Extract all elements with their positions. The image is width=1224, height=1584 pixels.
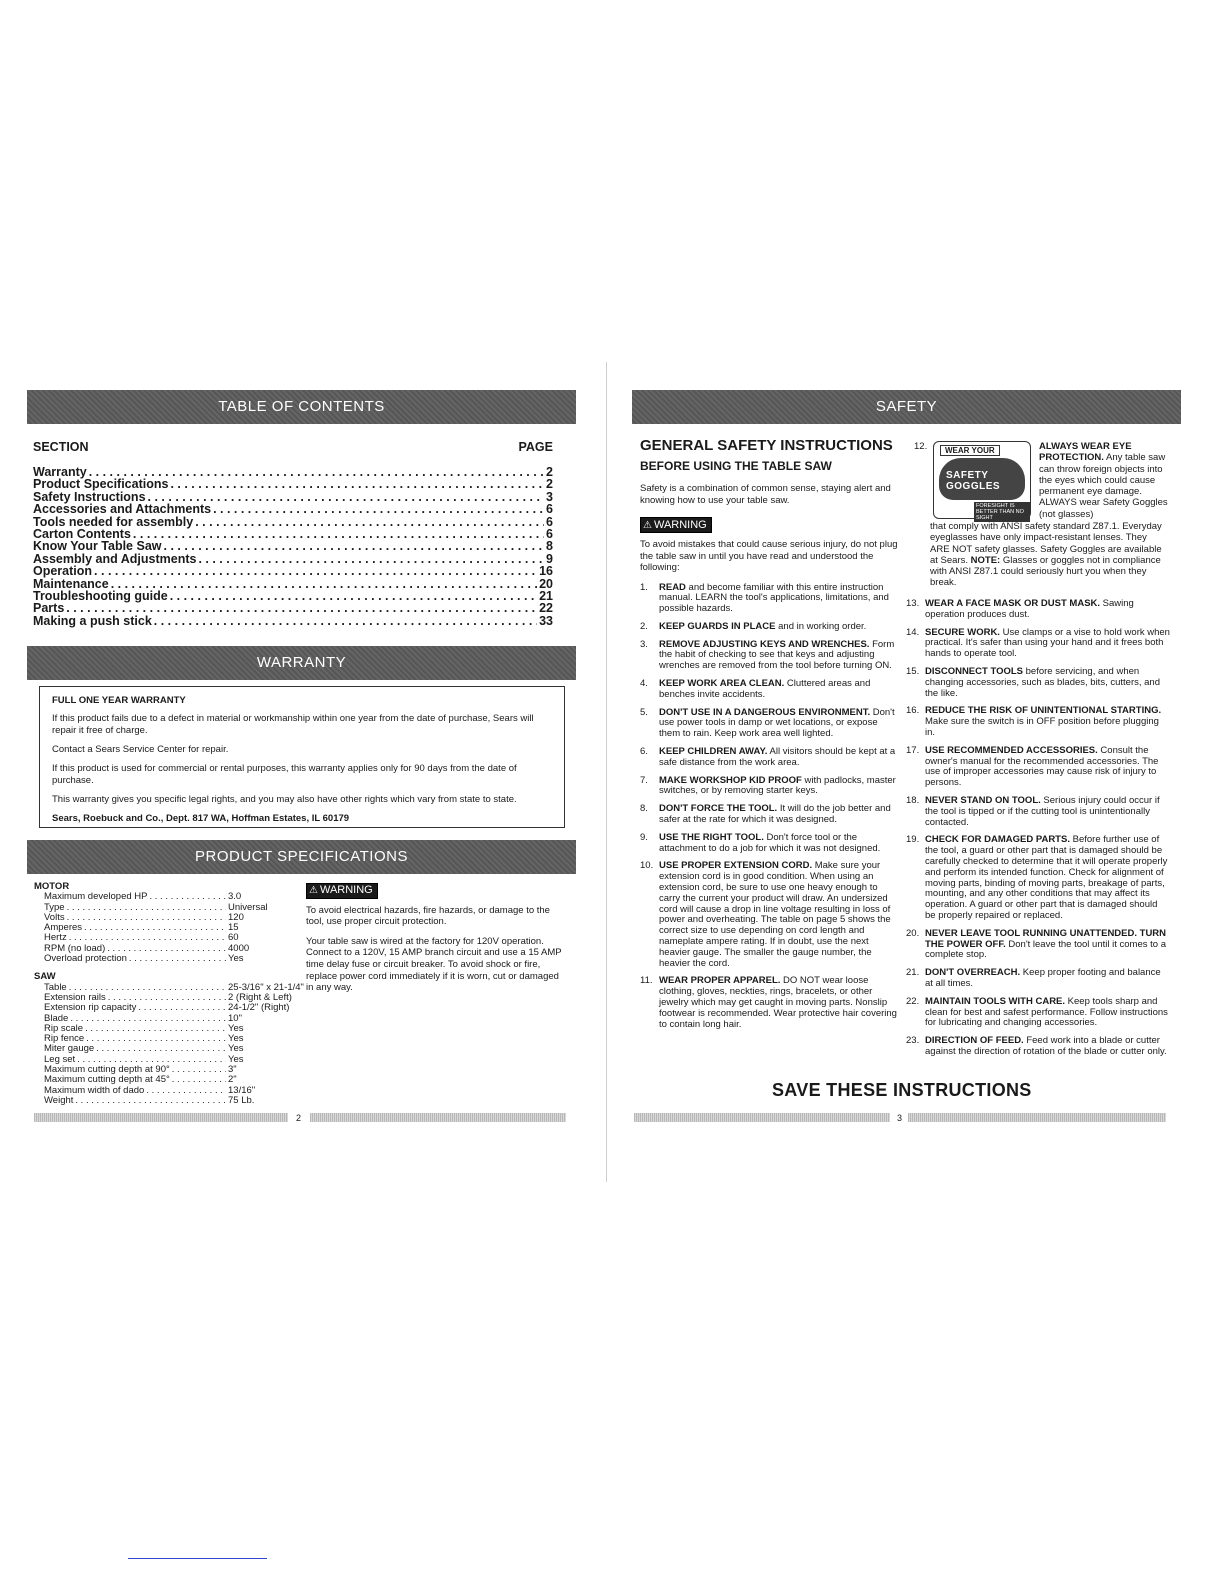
item-text bbox=[925, 706, 1170, 738]
safety-item bbox=[640, 747, 898, 769]
spec-row bbox=[34, 954, 304, 964]
spec-name: Maximum width of dado bbox=[44, 1084, 145, 1096]
safety-item bbox=[640, 804, 898, 826]
item-body: Sawing operation produces dust. bbox=[925, 598, 1134, 620]
toc-entry-label: Assembly and Adjustments bbox=[33, 551, 197, 566]
item-body: Don't leave the tool until it comes to a complete stop. bbox=[925, 938, 1166, 961]
item-text bbox=[659, 708, 898, 740]
toc-entry-label: Operation bbox=[33, 564, 93, 579]
item-body: Feed work into a blade or cutter against the direction of rotation of the blade or cutter only. bbox=[925, 1035, 1167, 1057]
toc-bar-title: TABLE OF CONTENTS bbox=[218, 398, 385, 415]
page-number-left: 2 bbox=[296, 1113, 302, 1123]
spec-leader-dots bbox=[86, 1034, 226, 1044]
safety-subheading: BEFORE USING THE TABLE SAW bbox=[640, 459, 832, 473]
footer-bar-right bbox=[908, 1113, 1166, 1122]
item-bold: NEVER LEAVE TOOL RUNNING UNATTENDED. TURN THE POWER OFF. bbox=[925, 927, 1167, 950]
item-text bbox=[925, 796, 1170, 828]
item-number: 1. bbox=[640, 581, 648, 593]
item-number: 19. bbox=[906, 834, 920, 846]
toc-leader-dots bbox=[111, 578, 537, 590]
safety-column-1 bbox=[640, 437, 898, 1037]
toc-leader-dots bbox=[170, 478, 544, 490]
toc-header-row bbox=[33, 440, 553, 454]
spec-value: 13/16" bbox=[228, 1084, 256, 1096]
spec-value: Yes bbox=[228, 1033, 244, 1045]
item-bold: USE PROPER EXTENSION CORD. bbox=[659, 860, 813, 872]
toc-leader-dots bbox=[195, 516, 544, 528]
item-number: 16. bbox=[906, 705, 920, 717]
spec-name: Type bbox=[44, 901, 65, 913]
toc-page-label: PAGE bbox=[518, 440, 553, 454]
safety-item bbox=[906, 599, 1170, 621]
safety-item bbox=[906, 835, 1170, 921]
item-body: Don't use power tools in damp or wet locations, or expose them to rain. Keep work area well lighted. bbox=[659, 706, 895, 740]
item-text bbox=[659, 776, 898, 798]
item-bold: WEAR PROPER APPAREL. bbox=[659, 975, 781, 987]
item-bold: USE THE RIGHT TOOL. bbox=[659, 831, 764, 843]
item-text bbox=[925, 968, 1170, 990]
safety-item bbox=[640, 583, 898, 615]
spec-leader-dots bbox=[75, 1096, 226, 1106]
safety-items-column-2 bbox=[906, 599, 1170, 1065]
item-text bbox=[659, 804, 898, 826]
toc-entry-label: Making a push stick bbox=[33, 613, 152, 628]
item-body: Serious injury could occur if the tool is tipped or if the cutting tool is unintentionally contacted. bbox=[925, 794, 1160, 828]
spec-value: 24-1/2" (Right) bbox=[228, 1002, 290, 1014]
item-bold: KEEP GUARDS IN PLACE bbox=[659, 620, 776, 632]
toc-entry-label: Troubleshooting guide bbox=[33, 589, 168, 604]
item-text bbox=[659, 747, 898, 769]
spec-warning bbox=[306, 883, 564, 1002]
toc-entry bbox=[33, 590, 553, 602]
item-text bbox=[659, 861, 898, 969]
spec-name: Maximum cutting depth at 90° bbox=[44, 1064, 170, 1076]
item-bold: SECURE WORK. bbox=[925, 626, 1000, 638]
item-body: with padlocks, master switches, or by removing starter keys. bbox=[659, 774, 896, 797]
item-text bbox=[925, 1036, 1170, 1058]
warning-badge bbox=[640, 517, 712, 533]
item-body: Before further use of the tool, a guard or other part that is damaged should be carefully checked to determine that it will operate properly and perform its intended function. Check for alignment of moving parts, binding of moving parts, breakage of parts, mounting, and any other conditions that may affect its operation. A guard or other part that is damaged should be properly repaired or replaced. bbox=[925, 834, 1168, 921]
spec-leader-dots bbox=[70, 1014, 226, 1024]
page-number-right: 3 bbox=[897, 1113, 903, 1123]
safety-items bbox=[640, 583, 898, 1031]
warranty-paragraph: This warranty gives you specific legal rights, and you may also have other rights which vary from state to state. bbox=[52, 794, 517, 805]
toc-entry-page: 20 bbox=[539, 576, 553, 591]
footer-bar-left bbox=[310, 1113, 566, 1122]
spec-leader-dots bbox=[67, 913, 226, 923]
spec-leader-dots bbox=[96, 1044, 226, 1054]
toc-entry bbox=[33, 478, 553, 490]
spec-row bbox=[34, 903, 304, 913]
saw-specs bbox=[34, 983, 304, 1107]
item-number: 21. bbox=[906, 967, 920, 979]
item-body: Make sure the switch is in OFF position before plugging in. bbox=[925, 716, 1159, 738]
toc-entry-label: Tools needed for assembly bbox=[33, 514, 194, 529]
toc-entry-page: 6 bbox=[546, 514, 553, 529]
bottom-link-line bbox=[128, 1558, 267, 1559]
table-of-contents bbox=[33, 440, 553, 627]
item-body: and in working order. bbox=[775, 620, 867, 632]
item-body: Use clamps or a vise to hold work when practical. It's safer than using your hand and it frees both hands to operate tool. bbox=[925, 626, 1170, 660]
toc-entry-page: 33 bbox=[539, 613, 553, 628]
spec-row bbox=[34, 1096, 304, 1106]
item-body: Don't force tool or the attachment to do a job for which it was not designed. bbox=[659, 831, 881, 854]
safety-item bbox=[906, 1036, 1170, 1058]
item-text bbox=[659, 833, 898, 855]
spec-leader-dots bbox=[146, 1086, 226, 1096]
spec-value: Yes bbox=[228, 1022, 244, 1034]
toc-entry bbox=[33, 602, 553, 614]
item-text bbox=[659, 583, 898, 615]
spec-warning-text: Your table saw is wired at the factory for 120V operation. Connect to a 120V, 15 AMP branch circuit and use a 15 AMP time delay fuse or circuit breaker. To avoid shock or fire, replace power cord immediately if it is worn, cut or damaged in any way. bbox=[306, 935, 562, 994]
toc-entry-page: 3 bbox=[546, 489, 553, 504]
toc-entry bbox=[33, 540, 553, 552]
toc-entry-label: Product Specifications bbox=[33, 477, 169, 492]
spec-name: Maximum developed HP bbox=[44, 891, 148, 903]
specs-header-bar bbox=[27, 840, 576, 874]
motor-category: MOTOR bbox=[34, 881, 70, 892]
warning-badge-label: WARNING bbox=[653, 519, 707, 531]
toc-entry-label: Know Your Table Saw bbox=[33, 539, 162, 554]
item-text bbox=[925, 997, 1170, 1029]
toc-leader-dots bbox=[94, 565, 537, 577]
toc-leader-dots bbox=[164, 540, 545, 552]
warning-triangle-icon: ⚠ bbox=[643, 520, 652, 531]
safety-item bbox=[640, 640, 898, 672]
safety-item bbox=[906, 746, 1170, 789]
item-bold: MAKE WORKSHOP KID PROOF bbox=[659, 774, 802, 786]
goggles-label: WEAR YOUR bbox=[940, 445, 1000, 456]
item-bold: KEEP WORK AREA CLEAN. bbox=[659, 678, 785, 690]
spec-name: RPM (no load) bbox=[44, 942, 106, 954]
spec-name: Rip scale bbox=[44, 1022, 84, 1034]
spec-value: 25-3/16" x 21-1/4" bbox=[228, 981, 304, 993]
toc-entry-page: 22 bbox=[539, 601, 553, 616]
toc-entry-page: 9 bbox=[546, 551, 553, 566]
item-body: Keep proper footing and balance at all times. bbox=[925, 967, 1161, 989]
item-number: 8. bbox=[640, 803, 648, 815]
item-number: 14. bbox=[906, 626, 920, 638]
item-body: DO NOT wear loose clothing, gloves, neckties, rings, bracelets, or other jewelry which may get caught in moving parts. Nonslip footwear is recommended. Wear protective hair covering to contain long hair. bbox=[659, 975, 897, 1030]
safety-item bbox=[640, 622, 898, 633]
item-number: 10. bbox=[640, 860, 654, 872]
safety-item bbox=[906, 929, 1170, 961]
item-bold: MAINTAIN TOOLS WITH CARE. bbox=[925, 995, 1066, 1007]
warning-triangle-icon: ⚠ bbox=[309, 885, 318, 896]
item-number: 11. bbox=[640, 975, 653, 987]
toc-entry-label: Warranty bbox=[33, 465, 87, 479]
safety-item bbox=[906, 706, 1170, 738]
item-12-text: Any table saw can throw foreign objects into the eyes which could cause permanent eye damage. ALWAYS wear Safety Goggles (not glasses) bbox=[1039, 452, 1168, 520]
safety-header-bar bbox=[632, 390, 1181, 424]
item-number: 15. bbox=[906, 665, 920, 677]
toc-entry-page: 16 bbox=[539, 564, 553, 579]
spec-value: Yes bbox=[228, 1053, 244, 1065]
item-number: 5. bbox=[640, 706, 648, 718]
spec-name: Miter gauge bbox=[44, 1043, 95, 1055]
spec-leader-dots bbox=[129, 954, 226, 964]
toc-entry bbox=[33, 553, 553, 565]
item-body: and become familiar with this entire instruction manual. LEARN the tool's applications, limitations, and possible hazards. bbox=[659, 581, 889, 615]
item-12-rest-text: that comply with ANSI safety standard Z87.1. Everyday eyeglasses have only impact-resistant lenses. They ARE NOT safety glasses. Safety Goggles are available at Sears. bbox=[930, 521, 1162, 566]
item-bold: USE RECOMMENDED ACCESSORIES. bbox=[925, 744, 1098, 756]
item-body: Consult the owner's manual for the recommended accessories. The use of improper accessories may cause risk of injury to persons. bbox=[925, 744, 1159, 789]
toc-leader-dots bbox=[213, 503, 544, 515]
item-bold: DON'T FORCE THE TOOL. bbox=[659, 803, 778, 815]
toc-entry-page: 6 bbox=[546, 527, 553, 542]
toc-entry bbox=[33, 615, 553, 627]
safety-item bbox=[640, 708, 898, 740]
safety-goggles-image bbox=[933, 441, 1031, 519]
toc-leader-dots bbox=[154, 615, 537, 627]
item-number: 23. bbox=[906, 1035, 920, 1047]
item-number: 6. bbox=[640, 746, 648, 758]
spec-leader-dots bbox=[150, 892, 227, 902]
warranty-header-bar bbox=[27, 646, 576, 680]
warranty-address: Sears, Roebuck and Co., Dept. 817 WA, Hoffman Estates, IL 60179 bbox=[52, 813, 350, 824]
warranty-paragraph: Contact a Sears Service Center for repair. bbox=[52, 744, 229, 755]
item-text bbox=[659, 679, 898, 701]
spec-value: 120 bbox=[228, 911, 244, 923]
item-text bbox=[659, 976, 898, 1030]
item-number: 22. bbox=[906, 995, 920, 1007]
safety-item bbox=[640, 679, 898, 701]
item-bold: KEEP CHILDREN AWAY. bbox=[659, 746, 768, 758]
item-text bbox=[925, 628, 1170, 660]
item-body: It will do the job better and safer at the rate for which it was designed. bbox=[659, 803, 891, 826]
item-text bbox=[925, 746, 1170, 789]
toc-entry-page: 8 bbox=[546, 539, 553, 554]
spec-name: Blade bbox=[44, 1012, 69, 1024]
warning-badge bbox=[306, 883, 378, 899]
spec-name: Overload protection bbox=[44, 953, 127, 965]
safety-item bbox=[640, 861, 898, 969]
spec-leader-dots bbox=[172, 1075, 226, 1085]
spec-leader-dots bbox=[67, 903, 226, 913]
toc-entry-page: 2 bbox=[546, 465, 553, 479]
footer-bar-right bbox=[634, 1113, 890, 1122]
goggles-caption: FORESIGHT IS BETTER THAN NO SIGHT bbox=[974, 502, 1030, 522]
spec-value: 3" bbox=[228, 1064, 237, 1076]
spec-value: Yes bbox=[228, 1043, 244, 1055]
item-number: 13. bbox=[906, 598, 920, 609]
safety-item bbox=[640, 776, 898, 798]
spec-value: Universal bbox=[228, 901, 268, 913]
item-number: 2. bbox=[640, 620, 648, 632]
spec-name: Rip fence bbox=[44, 1033, 85, 1045]
item-bold: WEAR A FACE MASK OR DUST MASK. bbox=[925, 598, 1101, 609]
item-12-head bbox=[1039, 441, 1169, 520]
spec-leader-dots bbox=[85, 1024, 226, 1034]
toc-section-label: SECTION bbox=[33, 440, 89, 454]
item-12-note: NOTE: bbox=[970, 554, 1001, 566]
toc-header-bar bbox=[27, 390, 576, 424]
item-bold: NEVER STAND ON TOOL. bbox=[925, 794, 1041, 806]
safety-heading: GENERAL SAFETY INSTRUCTIONS bbox=[640, 437, 893, 454]
spec-leader-dots bbox=[84, 923, 226, 933]
item-bold: DISCONNECT TOOLS bbox=[925, 665, 1023, 677]
spec-name: Extension rip capacity bbox=[44, 1002, 137, 1014]
spec-name: Amperes bbox=[44, 922, 83, 934]
item-body: Make sure your extension cord is in good condition. When using an extension cord, be sure to use one heavy enough to carry the current your product will draw. An undersized cord will cause a drop in line voltage resulting in loss of power and overheating. The table on page 5 shows the correct size to use depending on cord length and nameplate ampere rating. If in doubt, use the next heavier gauge. The smaller the gauge number, the heavier the cord. bbox=[659, 860, 891, 969]
spec-name: Hertz bbox=[44, 932, 67, 944]
motor-specs bbox=[34, 892, 304, 964]
safety-bar-title: SAFETY bbox=[875, 398, 938, 415]
item-12-bold: ALWAYS WEAR EYE PROTECTION. bbox=[1039, 441, 1132, 464]
toc-entry bbox=[33, 503, 553, 515]
item-number: 7. bbox=[640, 774, 648, 786]
spec-value: 3.0 bbox=[228, 891, 242, 903]
item-text bbox=[659, 640, 898, 672]
warning-badge-label: WARNING bbox=[319, 884, 373, 896]
item-text bbox=[659, 622, 898, 633]
item-12-rest-text: Glasses or goggles not in compliance with ANSI Z87.1 could seriously hurt you when they break. bbox=[930, 554, 1161, 589]
item-text bbox=[925, 667, 1170, 699]
warranty-paragraph: If this product fails due to a defect in material or workmanship within one year from the date of purchase, Sears will repair it free of charge. bbox=[52, 713, 534, 736]
toc-entries bbox=[33, 466, 553, 627]
spec-value: 2 (Right & Left) bbox=[228, 991, 292, 1003]
spec-leader-dots bbox=[172, 1065, 226, 1075]
item-number: 9. bbox=[640, 831, 648, 843]
safety-intro: Safety is a combination of common sense, staying alert and knowing how to use your table saw. bbox=[640, 483, 891, 506]
spec-warning-text: To avoid electrical hazards, fire hazards, or damage to the tool, use proper circuit protection. bbox=[306, 904, 550, 928]
warranty-title: FULL ONE YEAR WARRANTY bbox=[52, 695, 186, 706]
toc-leader-dots bbox=[133, 528, 544, 540]
safety-item bbox=[906, 796, 1170, 828]
spec-leader-dots bbox=[138, 1003, 226, 1013]
spec-value: 15 bbox=[228, 922, 239, 934]
footer-bar-left bbox=[34, 1113, 288, 1122]
save-instructions: SAVE THESE INSTRUCTIONS bbox=[772, 1080, 1032, 1100]
safety-item bbox=[906, 997, 1170, 1029]
item-text bbox=[925, 835, 1170, 921]
item-body: before servicing, and when changing accessories, such as blades, bits, cutters, and the like. bbox=[925, 665, 1160, 699]
spec-value: 10" bbox=[228, 1012, 242, 1024]
spec-value: 75 Lb. bbox=[228, 1094, 255, 1106]
toc-entry bbox=[33, 565, 553, 577]
item-body: Keep tools sharp and clean for best and safest performance. Follow instructions for lubricating and changing accessories. bbox=[925, 995, 1168, 1029]
item-bold: DON'T OVERREACH. bbox=[925, 967, 1021, 979]
toc-leader-dots bbox=[66, 602, 537, 614]
item-bold: REMOVE ADJUSTING KEYS AND WRENCHES. bbox=[659, 638, 870, 650]
toc-entry-label: Carton Contents bbox=[33, 527, 131, 542]
item-number: 4. bbox=[640, 678, 648, 690]
safety-item bbox=[906, 667, 1170, 699]
spec-value: 2" bbox=[228, 1074, 237, 1086]
item-bold: READ bbox=[659, 581, 686, 593]
item-number: 20. bbox=[906, 927, 920, 939]
toc-entry-page: 21 bbox=[539, 589, 553, 604]
spec-name: Maximum cutting depth at 45° bbox=[44, 1074, 170, 1086]
spec-value: 60 bbox=[228, 932, 239, 944]
warranty-bar-title: WARRANTY bbox=[256, 654, 347, 671]
item-body: Cluttered areas and benches invite accidents. bbox=[659, 678, 871, 700]
safety-item bbox=[906, 628, 1170, 660]
item-number: 12. bbox=[914, 441, 928, 452]
saw-category: SAW bbox=[34, 971, 56, 983]
spec-row bbox=[34, 923, 304, 933]
toc-entry-label: Safety Instructions bbox=[33, 489, 146, 504]
toc-entry-label: Parts bbox=[33, 601, 65, 616]
goggles-text: SAFETY GOGGLES bbox=[946, 470, 1001, 492]
toc-entry-page: 2 bbox=[546, 477, 553, 492]
spec-name: Volts bbox=[44, 911, 65, 923]
spec-name: Weight bbox=[44, 1094, 74, 1106]
item-bold: REDUCE THE RISK OF UNINTENTIONAL STARTING. bbox=[925, 705, 1162, 717]
item-body: All visitors should be kept at a safe distance from the work area. bbox=[659, 746, 896, 768]
warranty-paragraph: If this product is used for commercial or rental purposes, this warranty applies only for 90 days from the date of purchase. bbox=[52, 763, 517, 786]
spec-name: Extension rails bbox=[44, 991, 106, 1003]
toc-leader-dots bbox=[198, 553, 544, 565]
spec-row bbox=[34, 1086, 304, 1096]
item-12-rest bbox=[930, 521, 1168, 589]
toc-entry-label: Maintenance bbox=[33, 576, 109, 591]
page-divider bbox=[606, 362, 607, 1182]
safety-item bbox=[640, 976, 898, 1030]
item-text bbox=[925, 599, 1170, 621]
specs-bar-title: PRODUCT SPECIFICATIONS bbox=[195, 848, 408, 865]
toc-entry-label: Accessories and Attachments bbox=[33, 502, 212, 517]
item-body: Form the habit of checking to see that keys and adjusting wrenches are removed from the tool before turning ON. bbox=[659, 638, 895, 672]
spec-value: 4000 bbox=[228, 942, 250, 954]
spec-name: Leg set bbox=[44, 1053, 76, 1065]
warranty-box bbox=[39, 686, 565, 828]
item-text bbox=[925, 929, 1170, 961]
item-number: 18. bbox=[906, 794, 920, 806]
spec-name: Table bbox=[44, 981, 67, 993]
item-bold: CHECK FOR DAMAGED PARTS. bbox=[925, 834, 1070, 846]
spec-list bbox=[34, 882, 304, 1106]
item-number: 17. bbox=[906, 744, 920, 756]
safety-item bbox=[640, 833, 898, 855]
item-bold: DON'T USE IN A DANGEROUS ENVIRONMENT. bbox=[659, 706, 871, 718]
safety-item bbox=[906, 968, 1170, 990]
spec-row bbox=[34, 1003, 304, 1013]
item-number: 3. bbox=[640, 638, 648, 650]
item-bold: DIRECTION OF FEED. bbox=[925, 1035, 1024, 1047]
safety-warning-text: To avoid mistakes that could cause serious injury, do not plug the table saw in until you have read and understood the following: bbox=[640, 539, 898, 573]
spec-value: Yes bbox=[228, 953, 244, 965]
toc-leader-dots bbox=[170, 590, 537, 602]
toc-entry-page: 6 bbox=[546, 502, 553, 517]
